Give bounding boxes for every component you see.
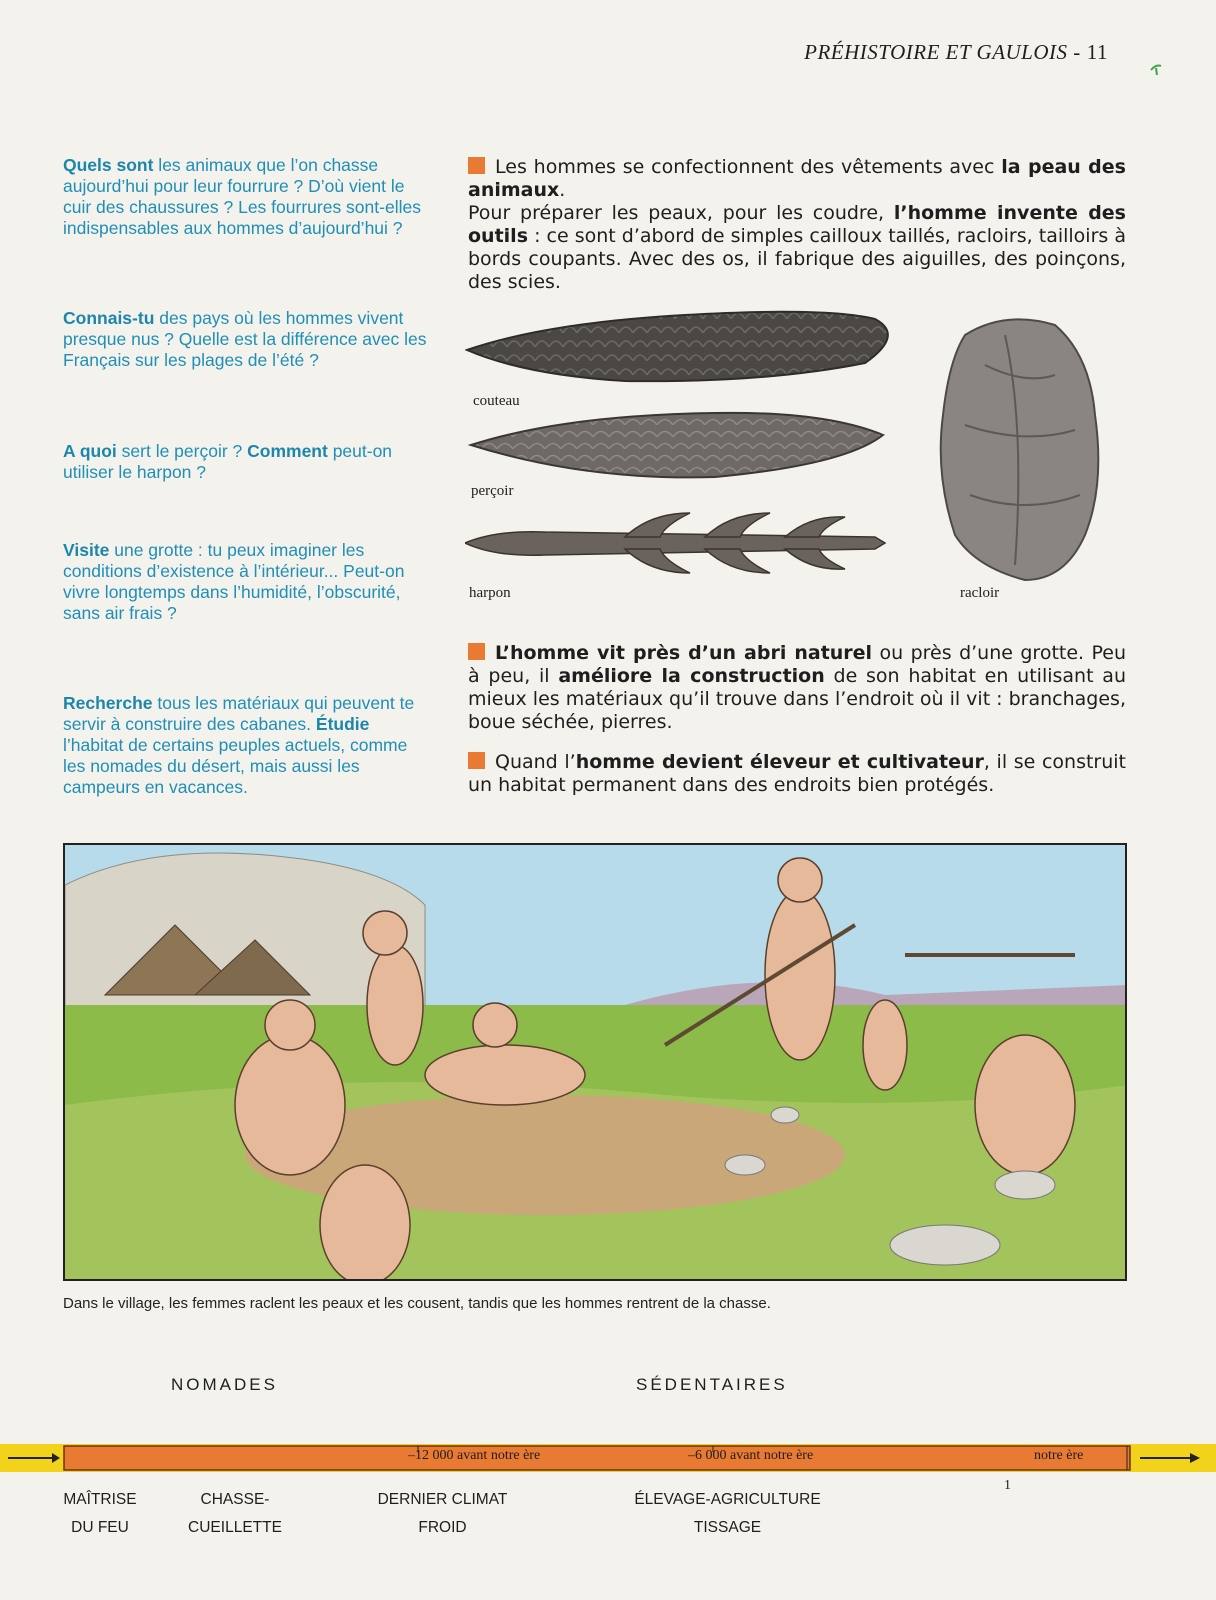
question-block-3: A quoi sert le perçoir ? Comment peut-on utiliser le harpon ? [63,441,393,482]
question-block-4: Visite une grotte : tu peux imaginer les conditions d’existence à l’intérieur... Peut-on vivre longtemps dans l’humidité, l’obscurité, sans air frais ? [63,540,405,623]
label-elevage-agriculture-tissage: ÉLEVAGE-AGRICULTURE TISSAGE [634,1491,821,1536]
label-racloir: racloir [960,585,1000,601]
paragraph-shelter: L’homme vit près d’un abri naturel ou près d’une grotte. Peu à peu, il améliore la construction de son habitat en utilisant au mieux les matériaux qu’il trouve dans l’endroit où il vit : branchages, boue séchée, pierres. [468,642,1127,733]
timeline-mark-one: 1 [1004,1478,1011,1493]
era-nomades: NOMADES [171,1375,278,1394]
question-block-1: Quels sont les animaux que l’on chasse aujourd’hui pour leur fourrure ? D’où vient le cuir des chaussures ? Les fourrures sont-elles indispensables aux hommes d’aujourd’hui ? [63,155,421,238]
question-block-2: Connais-tu des pays où les hommes vivent presque nus ? Quelle est la différence avec les Français sur les plages de l’été ? [63,308,427,370]
village-scene-illustration [63,843,1127,1281]
page-header [804,40,1108,65]
tools-illustration [465,305,1125,615]
paragraph-settlement: Quand l’homme devient éleveur et cultivateur, il se construit un habitat permanent dans des endroits bien protégés. [468,751,1126,796]
timeline-label-12000: –12 000 avant notre ère [408,1448,541,1463]
label-dernier-climat-froid: DERNIER CLIMAT FROID [377,1491,508,1536]
stone-tools-image [465,305,1125,615]
timeline-label-6000: –6 000 avant notre ère [688,1448,814,1463]
label-couteau: couteau [473,393,520,409]
header-title: PRÉHISTOIRE ET GAULOIS - [804,40,1081,64]
bullet-square-icon [468,157,485,174]
page-number: 11 [1086,40,1108,64]
awl-blade [471,413,883,478]
paragraph-clothing: Les hommes se confectionnent des vêtements avec la peau des animaux. Pour préparer les peaux, pour les coudre, l’homme invente des outils : ce sont d’abord de simples cailloux taillés, racloirs, tailloirs à bords coupants. Avec des os, il fabrique des aiguilles, des poinçons, des scies. [468,156,1126,293]
label-percoir: perçoir [471,483,514,499]
bullet-square-icon [468,752,485,769]
prehistoric-village-image [65,845,1127,1281]
question-block-5: Recherche tous les matériaux qui peuvent te servir à construire des cabanes. Étudie l’habitat de certains peuples actuels, comme les nomades du désert, mais aussi les campeurs en vacances. [63,693,415,797]
label-harpon: harpon [469,585,511,601]
green-mark-icon [1148,60,1164,78]
era-sedentaires: SÉDENTAIRES [636,1375,788,1394]
knife-blade [467,312,888,381]
scraper-stone [941,319,1099,580]
label-maitrise-du-feu: MAÎTRISE DU FEU [63,1491,137,1536]
timeline-label-notre-ere: notre ère [1034,1448,1084,1463]
harpoon-shape [465,513,885,573]
scene-caption: Dans le village, les femmes raclent les peaux et les cousent, tandis que les hommes rentrent de la chasse. [63,1295,771,1312]
bullet-square-icon [468,643,485,660]
label-chasse-cueillette: CHASSE- CUEILLETTE [188,1491,282,1536]
